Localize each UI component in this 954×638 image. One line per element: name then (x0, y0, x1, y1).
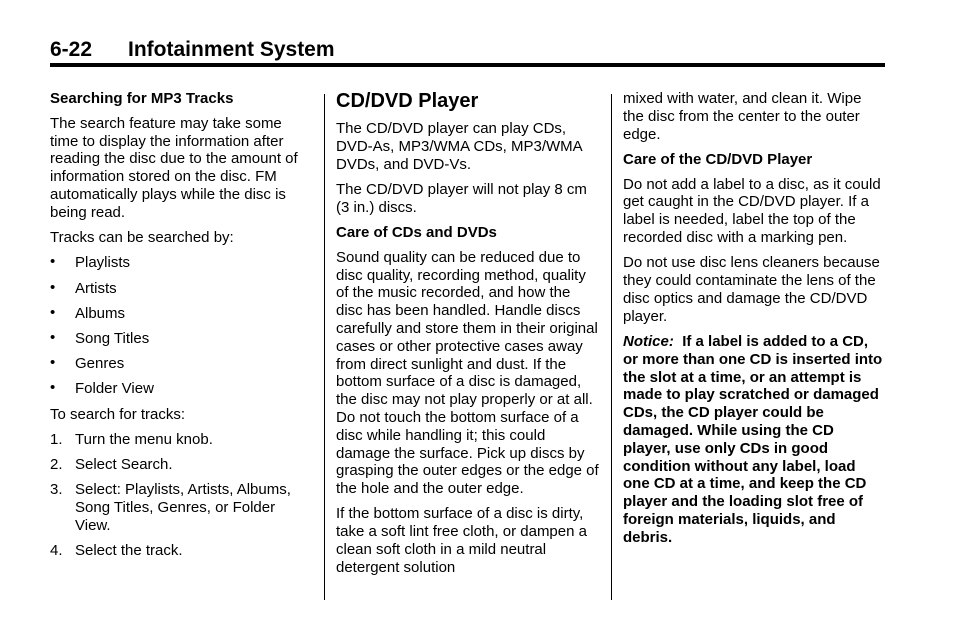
paragraph: Do not use disc lens cleaners because they could contaminate the lens of the disc optics and damage the CD/DVD player. (623, 254, 880, 325)
cd-care-heading: Care of CDs and DVDs (336, 223, 497, 241)
column-divider (324, 94, 325, 600)
bullet-icon: • (50, 379, 56, 397)
section-title: CD/DVD Player (336, 90, 479, 112)
bullet-icon: • (50, 303, 56, 321)
player-care-heading: Care of the CD/DVD Player (623, 150, 813, 168)
notice (623, 333, 885, 547)
search-steps-list (50, 431, 308, 560)
header-rule (50, 63, 885, 67)
list-item-text: Artists (75, 279, 117, 297)
list-item-text: Song Titles (75, 329, 150, 347)
column-divider (611, 94, 612, 600)
column-2 (336, 90, 601, 584)
bullet-icon: • (50, 278, 56, 296)
list-item-text: Genres (75, 355, 125, 373)
paragraph: Sound quality can be reduced due to disc quality, recording method, quality of the music recorded, and how the disc has been handled. Handle discs carefully and store them in their original cases or other protective cases away from direct sunlight and dust. If the bottom surface of a disc is damaged, the disc may not play properly or at all. Do not touch the bottom surface of a disc while handling it; this could damage the surface. Pick up discs by grasping the outer edges or the edge of the hole and the outer edge. (336, 248, 599, 498)
step-item (50, 481, 308, 534)
paragraph: Do not add a label to a disc, as it could get caught in the CD/DVD player. If a label is needed, label the top of the recorded disc with a marking pen. (623, 175, 881, 247)
step-text: Select the track. (75, 542, 183, 560)
paragraph: The search feature may take some time to display the information after reading the disc due to the amount of information stored on the disc. FM automatically plays while the disc is being read. (50, 114, 298, 221)
bullet-icon: • (50, 354, 56, 372)
chapter-title: Infotainment System (128, 38, 335, 61)
list-item (50, 305, 308, 323)
paragraph: The CD/DVD player will not play 8 cm (3 in.) discs. (336, 180, 587, 216)
list-item-text: Playlists (75, 254, 131, 272)
bullet-icon: • (50, 328, 56, 346)
step-text: Select Search. (75, 456, 173, 474)
page-number: 6-22 (50, 38, 93, 61)
step-text: Select: Playlists, Artists, Albums, Song Titles, Genres, or Folder View. (75, 481, 291, 534)
step-item (50, 456, 308, 474)
mp3-search-heading: Searching for MP3 Tracks (50, 90, 234, 107)
list-item (50, 380, 308, 398)
list-item (50, 355, 308, 373)
paragraph: The CD/DVD player can play CDs, DVD-As, MP3/WMA CDs, MP3/WMA DVDs, and DVD-Vs. (336, 120, 582, 173)
list-item (50, 254, 308, 272)
paragraph: If the bottom surface of a disc is dirty, take a soft lint free cloth, or dampen a clean soft cloth in a mild neutral detergent solution (336, 505, 587, 576)
step-number: 2. (50, 456, 63, 474)
paragraph: To search for tracks: (50, 405, 186, 423)
paragraph: Tracks can be searched by: (50, 229, 234, 247)
list-item-text: Folder View (75, 380, 154, 398)
step-item (50, 431, 308, 449)
notice-text: If a label is added to a CD, or more than one CD is inserted into the slot at a time, or an attempt is made to play scratched or damaged CDs, the CD player could be damaged. While using the CD player, use only CDs in good condition without any label, load one CD at a time, and keep the CD player and the loading slot free of foreign materials, liquids, and debris. (623, 333, 883, 546)
step-number: 3. (50, 481, 63, 499)
bullet-icon: • (50, 253, 56, 271)
list-item-text: Albums (75, 304, 126, 322)
paragraph: mixed with water, and clean it. Wipe the disc from the center to the outer edge. (623, 90, 862, 143)
step-number: 4. (50, 542, 63, 560)
list-item (50, 280, 308, 298)
column-3 (623, 90, 885, 554)
search-criteria-list (50, 254, 308, 398)
notice-label: Notice: (623, 333, 674, 351)
page-header (50, 38, 885, 66)
step-number: 1. (50, 430, 63, 448)
list-item (50, 330, 308, 348)
column-1 (50, 90, 308, 567)
step-item (50, 542, 308, 560)
step-text: Turn the menu knob. (75, 430, 213, 448)
